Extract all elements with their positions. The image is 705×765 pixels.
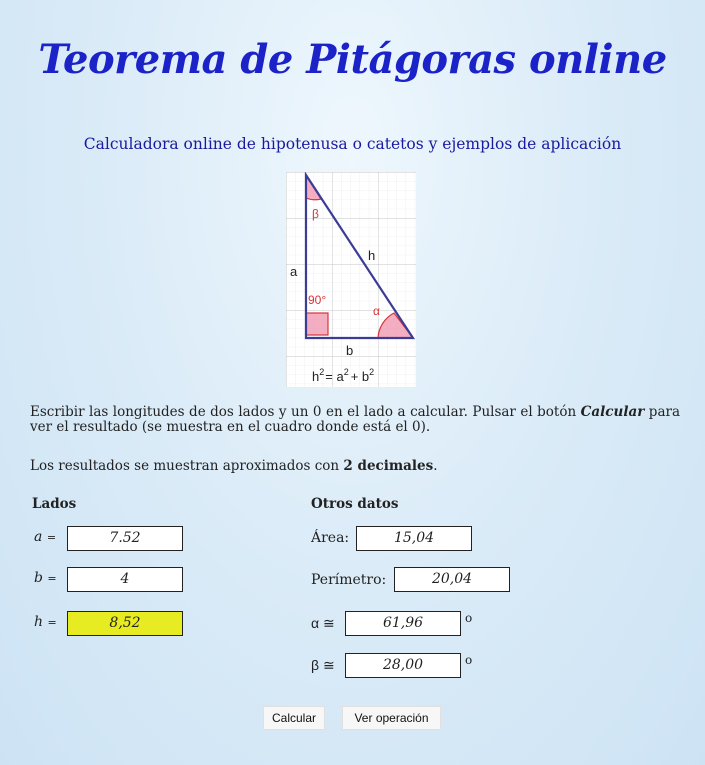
formula-exp-h: 2 (319, 367, 325, 377)
page-title: Teorema de Pitágoras online (38, 36, 667, 83)
beta-degree-symbol: o (465, 653, 473, 667)
side-a-eq: = (46, 531, 57, 544)
sides-heading: Lados (32, 496, 77, 512)
formula-exp-a: 2 (343, 367, 349, 377)
decimals-suffix: . (433, 458, 438, 474)
page-subtitle: Calculadora online de hipotenusa o catetos y ejemplos de aplicación (83, 135, 622, 153)
formula-h: h (312, 369, 320, 384)
right-angle-label: 90° (308, 293, 327, 307)
instructions-text (30, 405, 680, 435)
instructions-calc-word: Calcular (580, 404, 645, 420)
formula-plus-b: + b (350, 369, 370, 384)
alpha-output[interactable] (345, 611, 461, 636)
beta-label: β (312, 207, 319, 221)
calculate-button[interactable]: Calcular (263, 706, 325, 730)
side-h-letter: h (34, 614, 44, 630)
side-b-eq: = (47, 572, 57, 585)
formula-exp-b: 2 (369, 367, 375, 377)
perimeter-label: Perímetro: (311, 572, 387, 588)
area-output[interactable] (356, 526, 472, 551)
alpha-output-label: α ≅ (311, 615, 335, 631)
alpha-degree-symbol: o (465, 611, 473, 625)
side-h-input[interactable] (67, 611, 183, 636)
side-h-eq: = (47, 616, 57, 629)
perimeter-output[interactable] (394, 567, 510, 592)
side-b-input[interactable] (67, 567, 183, 592)
side-a-input[interactable] (67, 526, 183, 551)
a-label: a (290, 264, 298, 279)
instructions-part1: Escribir las longitudes de dos lados y un 0 en el lado a calcular. Pulsar el botón (30, 404, 581, 420)
beta-output[interactable] (345, 653, 461, 678)
right-angle-marker (306, 313, 328, 335)
h-label: h (368, 248, 376, 263)
instructions-part2: para ver el resultado (se muestra en el cuadro donde está el 0). (30, 404, 681, 435)
side-a-label (34, 529, 56, 545)
formula-eq-a: = a (325, 369, 344, 384)
decimals-note (30, 458, 438, 474)
other-heading: Otros datos (311, 496, 399, 512)
side-h-label (34, 614, 57, 630)
side-b-label (34, 570, 57, 586)
side-b-letter: b (34, 570, 43, 586)
decimals-prefix: Los resultados se muestran aproximados con (30, 458, 344, 474)
side-a-letter: a (34, 529, 43, 545)
b-label: b (346, 343, 354, 358)
decimals-bold: 2 decimales (343, 458, 434, 474)
area-label: Área: (311, 530, 350, 546)
alpha-label: α (373, 304, 380, 318)
show-operation-button[interactable]: Ver operación (342, 706, 441, 730)
triangle-diagram (286, 172, 416, 387)
beta-output-label: β ≅ (311, 657, 335, 673)
